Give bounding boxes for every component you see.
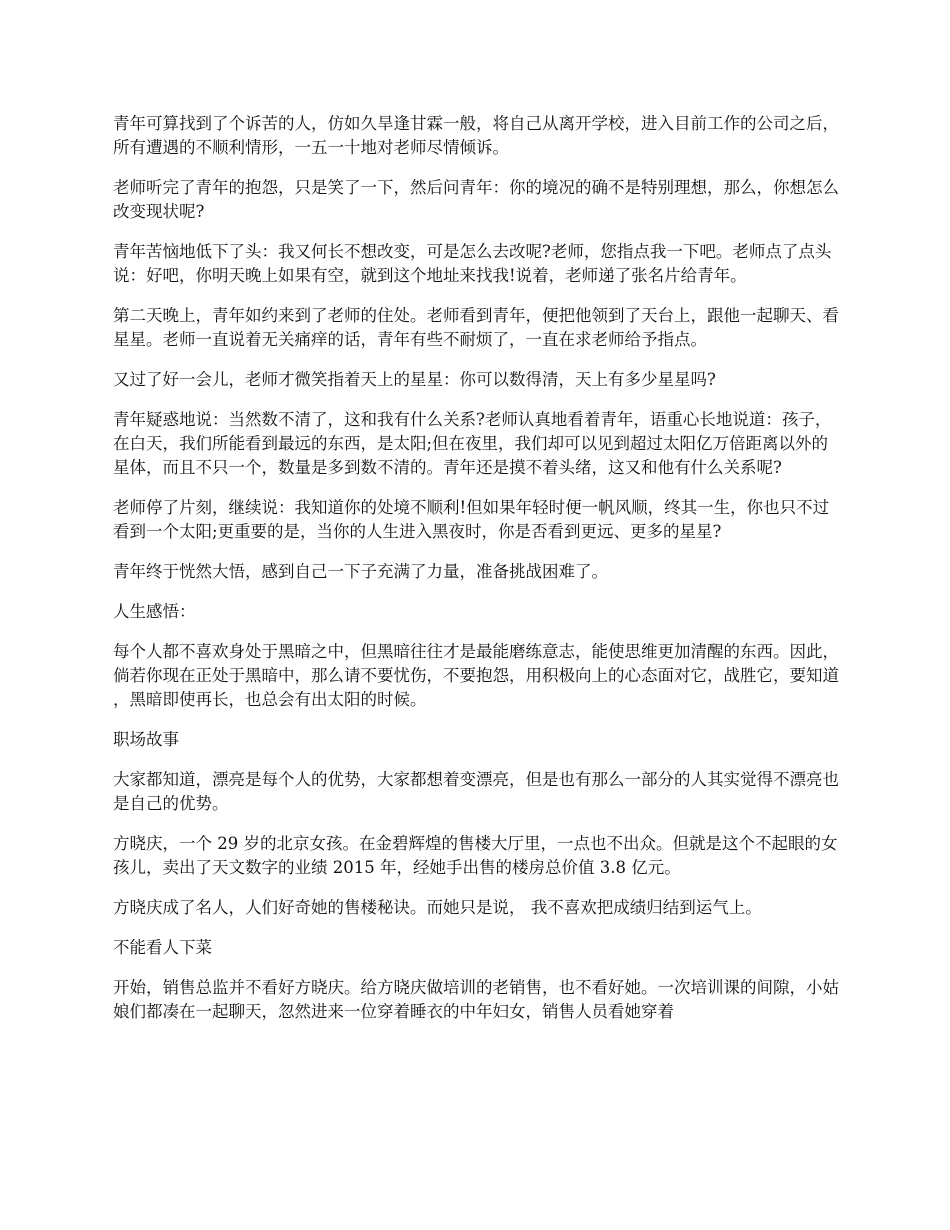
section-heading-dont-judge: 不能看人下菜 xyxy=(113,938,212,957)
paragraph-10: 每个人都不喜欢身处于黑暗之中，但黑暗往往才是最能磨练意志，能使思维更加清醒的东西。因此，倘若你现在正处于黑暗中，那么请不要忧伤，不要抱怨，用积极向上的心态面对它，战胜它，要知道，黑暗即使再长，也总会有出太阳的时候。 xyxy=(113,642,839,709)
section-heading-life-insight: 人生感悟： xyxy=(113,602,196,621)
paragraph-8: 青年终于恍然大悟，感到自己一下子充满了力量，准备挑战困难了。 xyxy=(113,562,608,581)
paragraph-12: 大家都知道，漂亮是每个人的优势，大家都想着变漂亮，但是也有那么一部分的人其实觉得不漂亮也是自己的优势。 xyxy=(113,770,839,813)
paragraph-14: 方晓庆成了名人，人们好奇她的售楼秘诀。而她只是说， 我不喜欢把成绩归结到运气上。 xyxy=(113,898,762,917)
paragraph-16: 开始，销售总监并不看好方晓庆。给方晓庆做培训的老销售，也不看好她。一次培训课的间隙，小姑娘们都凑在一起聊天，忽然进来一位穿着睡衣的中年妇女，销售人员看她穿着 xyxy=(113,978,839,1021)
paragraph-5: 又过了好一会儿，老师才微笑指着天上的星星：你可以数得清，天上有多少星星吗? xyxy=(113,370,716,389)
paragraph-3: 青年苦恼地低下了头：我又何长不想改变，可是怎么去改呢?老师，您指点我一下吧。老师点了点头说：好吧，你明天晚上如果有空，就到这个地址来找我!说着，老师递了张名片给青年。 xyxy=(113,242,832,285)
paragraph-2: 老师听完了青年的抱怨，只是笑了一下，然后问青年：你的境况的确不是特别理想，那么，你想怎么改变现状呢? xyxy=(113,178,839,221)
document-body xyxy=(113,112,843,1040)
paragraph-7: 老师停了片刻，继续说：我知道你的处境不顺利!但如果年轻时便一帆风顺，终其一生，你也只不过看到一个太阳;更重要的是，当你的人生进入黑夜时，你是否看到更远、更多的星星? xyxy=(113,498,830,541)
section-heading-workplace-story: 职场故事 xyxy=(113,730,179,749)
paragraph-13: 方晓庆，一个 29 岁的北京女孩。在金碧辉煌的售楼大厅里，一点也不出众。但就是这个不起眼的女孩儿，卖出了天文数字的业绩 2015 年，经她手出售的楼房总价值 3.8 亿元。 xyxy=(113,834,838,877)
paragraph-1: 青年可算找到了个诉苦的人，仿如久旱逢甘霖一般，将自己从离开学校，进入目前工作的公司之后，所有遭遇的不顺利情形，一五一十地对老师尽情倾诉。 xyxy=(113,114,839,157)
paragraph-6: 青年疑惑地说：当然数不清了，这和我有什么关系?老师认真地看着青年，语重心长地说道：孩子，在白天，我们所能看到最远的东西，是太阳;但在夜里，我们却可以见到超过太阳亿万倍距离以外的星体，而且不只一个，数量是多到数不清的。青年还是摸不着头绪，这又和他有什么关系呢? xyxy=(113,410,832,477)
paragraph-4: 第二天晚上，青年如约来到了老师的住处。老师看到青年，便把他领到了天台上，跟他一起聊天、看星星。老师一直说着无关痛痒的话，青年有些不耐烦了，一直在求老师给予指点。 xyxy=(113,306,839,349)
